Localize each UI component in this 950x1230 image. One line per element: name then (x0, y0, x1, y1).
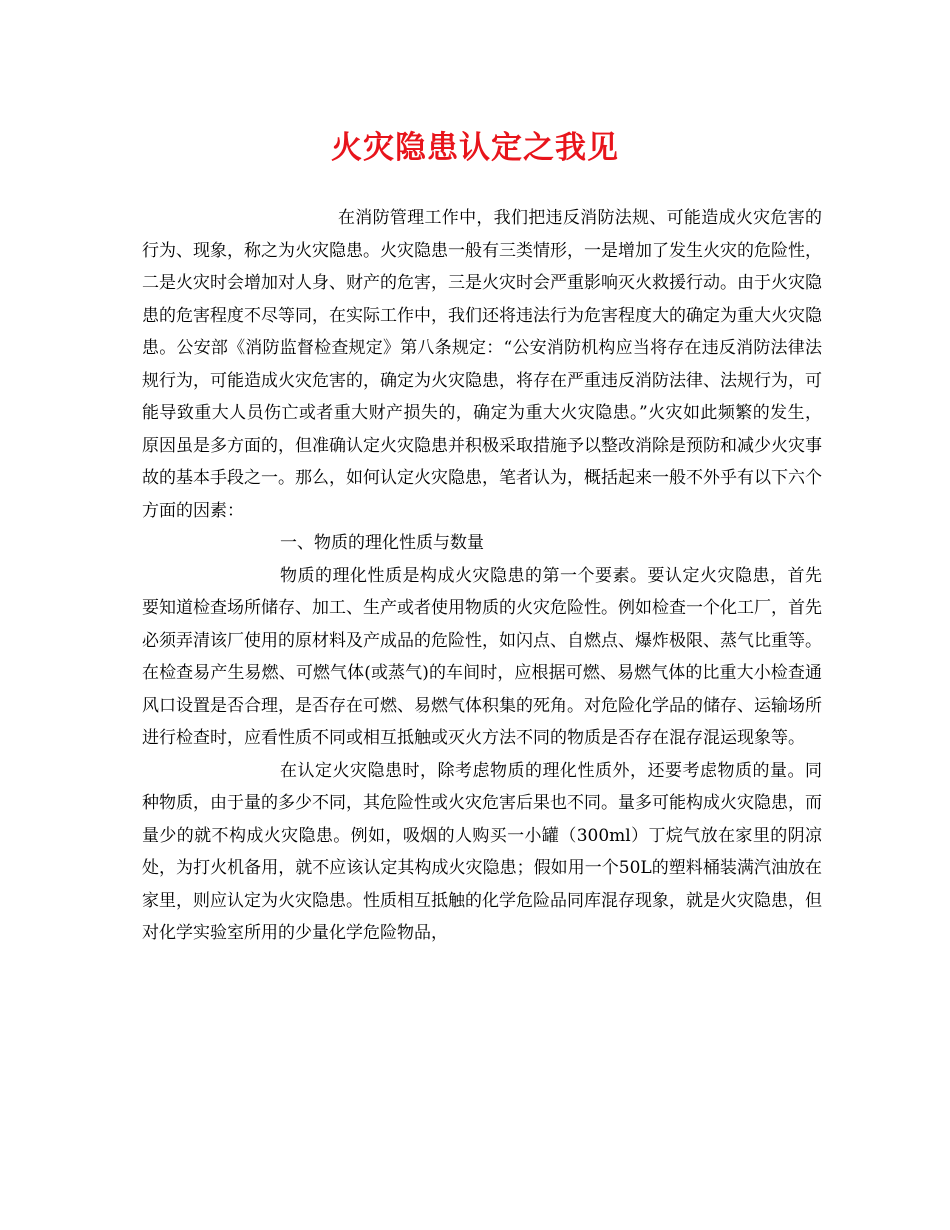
intro-paragraph: 在消防管理工作中，我们把违反消防法规、可能造成火灾危害的行为、现象，称之为火灾隐患。火灾隐患一般有三类情形，一是增加了发生火灾的危险性，二是火灾时会增加对人身、财产的危害，三是火灾时会严重影响灭火救援行动。由于火灾隐患的危害程度不尽等同，在实际工作中，我们还将违法行为危害程度大的确定为重大火灾隐患。公安部《消防监督检查规定》第八条规定：“公安消防机构应当将存在违反消防法律法规行为，可能造成火灾危害的，确定为火灾隐患，将存在严重违反消防法律、法规行为，可能导致重大人员伤亡或者重大财产损失的，确定为重大火灾隐患。”火灾如此频繁的发生，原因虽是多方面的，但准确认定火灾隐患并积极采取措施予以整改消除是预防和减少火灾事故的基本手段之一。那么，如何认定火灾隐患，笔者认为，概括起来一般不外乎有以下六个方面的因素： (142, 208, 822, 521)
body-paragraph-quantity: 在认定火灾隐患时，除考虑物质的理化性质外，还要考虑物质的量。同种物质，由于量的多少不同，其危险性或火灾危害后果也不同。量多可能构成火灾隐患，而量少的就不构成火灾隐患。例如，吸烟的人购买一小罐（300ml）丁烷气放在家里的阴凉处，为打火机备用，就不应该认定其构成火灾隐患；假如用一个50L的塑料桶装满汽油放在家里，则应认定为火灾隐患。性质相互抵触的化学危险品同库混存现象，就是火灾隐患，但对化学实验室所用的少量化学危险物品， (142, 760, 822, 943)
body-paragraph-properties: 物质的理化性质是构成火灾隐患的第一个要素。要认定火灾隐患，首先要知道检查场所储存、加工、生产或者使用物质的火灾危险性。例如检查一个化工厂，首先必须弄清该厂使用的原材料及产成品的危险性，如闪点、自燃点、爆炸极限、蒸气比重等。在检查易产生易燃、可燃气体(或蒸气)的车间时，应根据可燃、易燃气体的比重大小检查通风口设置是否合理，是否存在可燃、易燃气体积集的死角。对危险化学品的储存、运输场所进行检查时，应看性质不同或相互抵触或灭火方法不同的物质是否存在混存混运现象等。 (142, 565, 822, 748)
document-body (142, 202, 822, 950)
section-heading: 一、物质的理化性质与数量 (280, 533, 484, 553)
document-title: 火灾隐患认定之我见 (331, 130, 619, 166)
